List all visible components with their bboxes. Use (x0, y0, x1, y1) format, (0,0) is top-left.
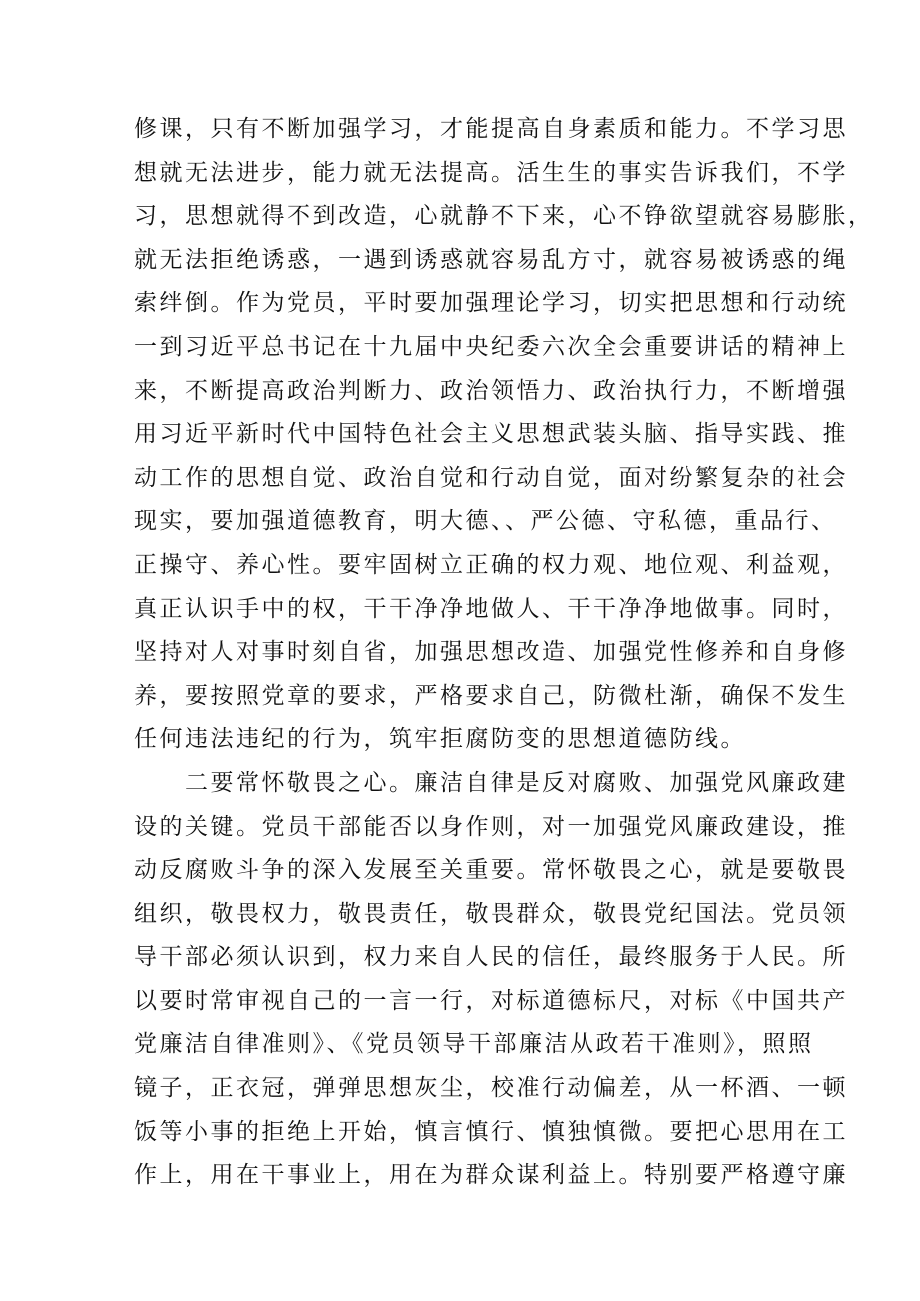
text-line: 索绊倒。作为党员，平时要加强理论学习，切实把思想和行动统 (134, 290, 848, 317)
text-line: 任何违法违纪的行为，筑牢拒腐防变的思想道德防线。 (134, 726, 746, 753)
paragraph-study (134, 108, 874, 762)
text-line: 组织，敬畏权力，敬畏责任，敬畏群众，敬畏党纪国法。党员领 (134, 900, 848, 927)
text-line: 以要时常审视自己的一言一行，对标道德标尺，对标《中国共产 (134, 987, 848, 1014)
text-line: 来，不断提高政治判断力、政治领悟力、政治执行力，不断增强 (134, 377, 848, 404)
text-line: 镜子，正衣冠，弹弹思想灰尘，校准行动偏差，从一杯酒、一顿 (134, 1075, 848, 1102)
text-line: 动反腐败斗争的深入发展至关重要。常怀敬畏之心，就是要敬畏 (134, 857, 848, 884)
text-line: 二要常怀敬畏之心。廉洁自律是反对腐败、加强党风廉政建 (134, 769, 848, 796)
text-line: 坚持对人对事时刻自省，加强思想改造、加强党性修养和自身修 (134, 639, 848, 666)
text-line: 用习近平新时代中国特色社会主义思想武装头脑、指导实践、推 (134, 421, 848, 448)
text-line: 正操守、养心性。要牢固树立正确的权力观、地位观、利益观， (134, 551, 848, 578)
text-line: 真正认识手中的权，干干净净地做人、干干净净地做事。同时， (134, 595, 848, 622)
text-line: 党廉洁自律准则》、《党员领导干部廉洁从政若干准则》，照照 (134, 1031, 814, 1058)
text-line: 设的关键。党员干部能否以身作则，对一加强党风廉政建设，推 (134, 813, 848, 840)
text-line: 修课，只有不断加强学习，才能提高自身素质和能力。不学习思 (134, 116, 848, 142)
paragraph-awe (134, 762, 848, 1198)
text-line: 饭等小事的拒绝上开始，慎言慎行、慎独慎微。要把心思用在工 (134, 1118, 848, 1145)
text-line: 想就无法进步，能力就无法提高。活生生的事实告诉我们，不学 (134, 159, 848, 186)
text-line: 现实，要加强道德教育，明大德、、严公德、守私德，重品行、 (134, 508, 837, 535)
text-line: 导干部必须认识到，权力来自人民的信任，最终服务于人民。所 (134, 944, 848, 971)
text-line: 动工作的思想自觉、政治自觉和行动自觉，面对纷繁复杂的社会 (134, 464, 848, 491)
text-line: 一到习近平总书记在十九届中央纪委六次全会重要讲话的精神上 (134, 333, 848, 360)
text-line: 养，要按照党章的要求，严格要求自己，防微杜渐，确保不发生 (134, 682, 848, 709)
text-line: 习，思想就得不到改造，心就静不下来，心不铮欲望就容易膨胀， (134, 203, 874, 230)
text-line: 作上，用在干事业上，用在为群众谋利益上。特别要严格遵守廉 (134, 1162, 848, 1189)
text-line: 就无法拒绝诱惑，一遇到诱惑就容易乱方寸，就容易被诱惑的绳 (134, 246, 848, 273)
document-body (134, 108, 874, 1198)
